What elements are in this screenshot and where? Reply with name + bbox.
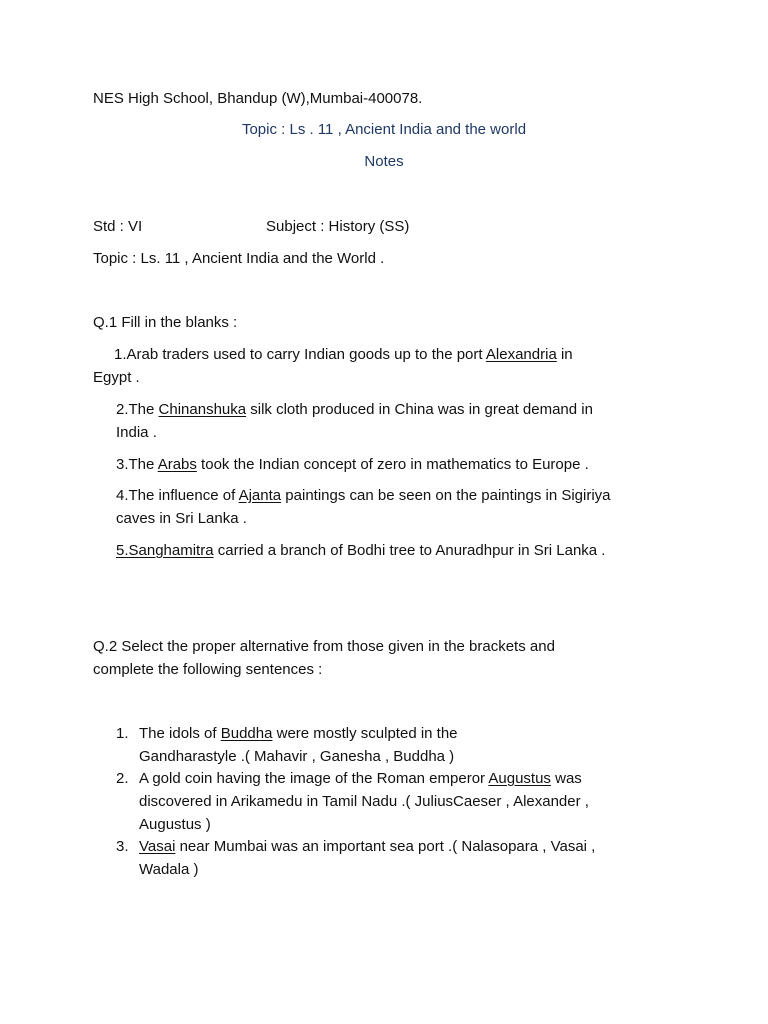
q2-item-3: Vasai near Mumbai was an important sea port .( Nalasopara , Vasai , xyxy=(139,838,596,855)
school-name: NES High School, Bhandup (W),Mumbai-400078. xyxy=(93,90,423,107)
q2-item-2-cont: discovered in Arikamedu in Tamil Nadu .( JuliusCaeser , Alexander , xyxy=(139,793,589,810)
q1-item-2-cont: India . xyxy=(116,424,157,441)
q2-answer-3: Vasai xyxy=(139,838,176,855)
answer-1: Alexandria xyxy=(485,346,557,363)
q2-answer-1: Buddha xyxy=(220,725,273,742)
q2-heading: Q.2 Select the proper alternative from those given in the brackets and xyxy=(93,638,555,655)
q1-item-5: 5.Sanghamitra carried a branch of Bodhi tree to Anuradhpur in Sri Lanka . xyxy=(116,542,606,559)
q2-item-2-cont2: Augustus ) xyxy=(139,816,211,833)
std-label: Std : VI xyxy=(93,218,143,235)
q2-item-1: The idols of Buddha were mostly sculpted in the xyxy=(139,725,458,742)
answer-3: Arabs xyxy=(157,456,197,473)
subject-label: Subject : History (SS) xyxy=(266,218,410,235)
q1-item-1: 1.Arab traders used to carry Indian goods up to the port Alexandria in xyxy=(114,346,573,363)
topic-line: Topic : Ls. 11 , Ancient India and the World . xyxy=(93,250,385,267)
q1-heading: Q.1 Fill in the blanks : xyxy=(93,314,238,331)
topic-title: Topic : Ls . 11 , Ancient India and the world xyxy=(241,121,527,138)
q1-item-2: 2.The Chinanshuka silk cloth produced in China was in great demand in xyxy=(116,401,593,418)
q1-item-4-cont: caves in Sri Lanka . xyxy=(116,510,247,527)
q2-answer-2: Augustus xyxy=(488,770,551,787)
q2-heading-cont: complete the following sentences : xyxy=(93,661,323,678)
q2-item-1-number: 1. xyxy=(116,725,129,742)
q1-item-3: 3.The Arabs took the Indian concept of zero in mathematics to Europe . xyxy=(116,456,589,473)
notes-title: Notes xyxy=(364,153,404,170)
q2-item-2-number: 2. xyxy=(116,770,129,787)
q2-item-3-number: 3. xyxy=(116,838,129,855)
answer-4: Ajanta xyxy=(238,487,282,504)
q2-item-2: A gold coin having the image of the Roman emperor Augustus was xyxy=(139,770,582,787)
q1-item-1-cont: Egypt . xyxy=(93,369,140,386)
q1-item-4: 4.The influence of Ajanta paintings can be seen on the paintings in Sigiriya xyxy=(116,487,611,504)
answer-2: Chinanshuka xyxy=(158,401,247,418)
q2-item-1-cont: Gandharastyle .( Mahavir , Ganesha , Buddha ) xyxy=(139,748,455,765)
answer-5: 5.Sanghamitra xyxy=(116,542,214,559)
q2-item-3-cont: Wadala ) xyxy=(139,861,199,878)
